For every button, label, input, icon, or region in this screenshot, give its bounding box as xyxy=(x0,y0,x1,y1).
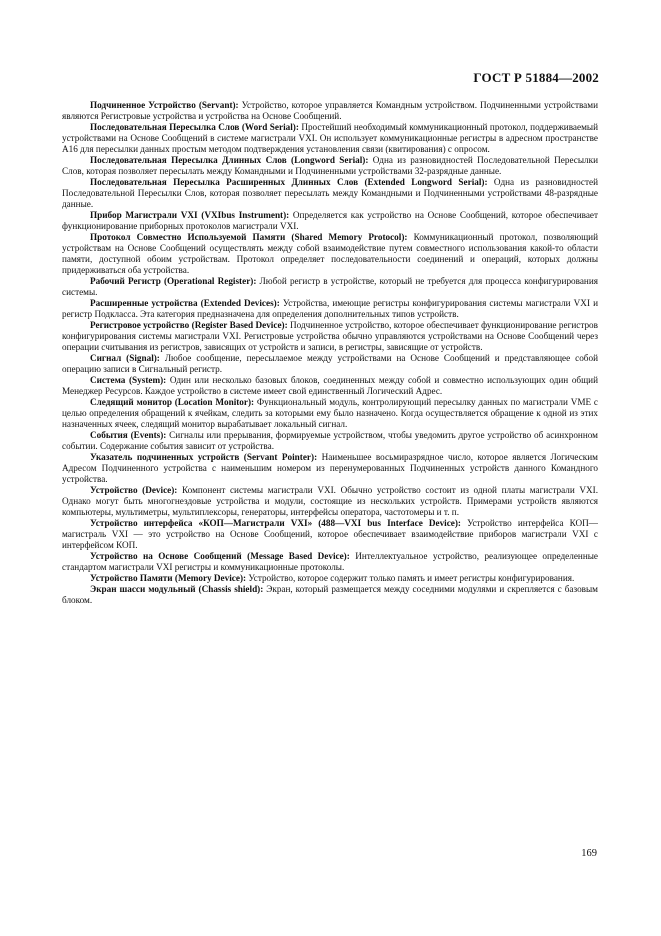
entry-term: Протокол Совместно Используемой Памяти (Shared Memory Protocol): xyxy=(90,232,408,242)
entry-term: Экран шасси модульный (Chassis shield): xyxy=(90,584,264,594)
entry-definition: Один или несколько базовых блоков, соединенных между собой и совместно использующих один общий Менеджер Ресурсов. Каждое устройство в системе имеет свой единственный Логический Адрес. xyxy=(62,375,598,396)
glossary-entry xyxy=(62,100,598,122)
entry-definition: Любое сообщение, пересылаемое между устройствами на Основе Сообщений и представляющее собой операцию записи в Сигнальный регистр. xyxy=(62,353,598,374)
entry-term: Указатель подчиненных устройств (Servant Pointer): xyxy=(90,452,318,462)
glossary-entry xyxy=(62,452,598,485)
entry-term: Устройство на Основе Сообщений (Message Based Device): xyxy=(90,551,350,561)
entry-definition: Экран, который размещается между соседними модулями и скрепляется с базовым блоком. xyxy=(62,584,598,605)
entry-definition: Наименьшее восьмиразрядное число, которое является Логическим Адресом Подчиненного устройства с наименьшим номером из перенумерованных Подчиненных устройств данного Командного устройства. xyxy=(62,452,598,484)
glossary-entry xyxy=(62,320,598,353)
glossary-entry xyxy=(62,584,598,606)
page-number: 169 xyxy=(581,848,597,859)
entry-definition: Определяется как устройство на Основе Сообщений, которое обеспечивает функционирование приборных протоколов магистрали VXI. xyxy=(62,210,598,231)
entry-term: Регистровое устройство (Register Based Device): xyxy=(90,320,288,330)
entry-definition: Сигналы или прерывания, формируемые устройством, чтобы уведомить другое устройство об асинхронном событии. Содержание события зависит от устройства. xyxy=(62,430,598,451)
entry-definition: Одна из разновидностей Последовательной Пересылки Слов, которая позволяет пересылать между Командными и Подчиненными устройствами 32-разрядные данные. xyxy=(62,155,599,176)
entry-definition: Подчиненное устройство, которое обеспечивает функционирование регистров конфигурирования системы магистрали VXI. Регистровые устройства обычно управляются устройствами на Основе Сообщений через операции считывания из регистров, зависящих от устройств и записи, в регистры, зависящие от устройств. xyxy=(62,320,598,352)
entry-term: Устройство Памяти (Memory Device): xyxy=(90,573,247,583)
entry-term: События (Events): xyxy=(90,430,167,440)
entry-term: Устройство (Device): xyxy=(90,485,178,495)
glossary-entry xyxy=(62,353,598,375)
entry-definition: Устройства, имеющие регистры конфигурирования системы магистрали VXI и регистр Подкласса. Эта категория предназначена для определения дополнительных типов устройств. xyxy=(62,298,598,319)
glossary-entry xyxy=(62,375,598,397)
glossary-entry xyxy=(62,122,598,155)
entry-term: Сигнал (Signal): xyxy=(90,353,160,363)
entry-definition: Интеллектуальное устройство, реализующее определенные стандартом магистрали VXI регистры и коммуникационные протоколы. xyxy=(62,551,598,572)
entry-term: Последовательная Пересылка Слов (Word Serial): xyxy=(90,122,299,132)
glossary-entry xyxy=(62,573,598,584)
glossary-entry xyxy=(62,177,598,210)
entry-definition: Устройство интерфейса КОП—магистраль VXI — это устройство на Основе Сообщений, которое обеспечивает взаимодействие приборов магистрали VXI с интерфейсом КОП. xyxy=(62,518,598,550)
entry-term: Последовательная Пересылка Расширенных Длинных Слов (Extended Longword Serial): xyxy=(90,177,488,187)
glossary-body xyxy=(62,100,598,606)
document-header: ГОСТ Р 51884—2002 xyxy=(473,70,599,85)
entry-definition: Коммуникационный протокол, позволяющий устройствам на Основе Сообщений осуществлять между собой взаимодействие путем совместного использования какой-то области памяти, доступной обоим устройствам. Протокол определяет последовательности соединений и операций, которых должны придерживаться оба устройства. xyxy=(62,232,598,275)
entry-term: Устройство интерфейса «КОП—Магистрали VXI» (488—VXI bus Interface Device): xyxy=(90,518,461,528)
glossary-entry xyxy=(62,430,598,452)
entry-term: Система (System): xyxy=(90,375,167,385)
entry-term: Следящий монитор (Location Monitor): xyxy=(90,397,255,407)
glossary-entry xyxy=(62,232,598,276)
glossary-entry xyxy=(62,485,598,518)
entry-term: Прибор Магистрали VXI (VXIbus Instrument): xyxy=(90,210,290,220)
glossary-entry xyxy=(62,155,598,177)
glossary-entry xyxy=(62,518,598,551)
entry-term: Последовательная Пересылка Длинных Слов (Longword Serial): xyxy=(90,155,369,165)
entry-definition: Компонент системы магистрали VXI. Обычно устройство состоит из одной платы магистрали VXI. Однако могут быть многогнездовые устройства и модули, состоящие из нескольких устройств. Примерами устройств являются компьютеры, мультиметры, мультиплексоры, генераторы, интерфейсы оператора, частотомеры и т. п. xyxy=(62,485,598,517)
entry-definition: Одна из разновидностей Последовательной Пересылки Слов, которая позволяет пересылать между Командными и Подчиненными устройствами 48-разрядные данные. xyxy=(62,177,599,209)
entry-term: Подчиненное Устройство (Servant): xyxy=(90,100,239,110)
glossary-entry xyxy=(62,298,598,320)
glossary-entry xyxy=(62,210,598,232)
glossary-entry xyxy=(62,397,598,430)
glossary-entry xyxy=(62,276,598,298)
entry-definition: Функциональный модуль, контролирующий пересылку данных по магистрали VME с целью определения обращений к ячейкам, следить за которыми ему было назначено. Когда осуществляется обращение к одной из этих назначенных ячеек, следящий монитор вырабатывает локальный сигнал. xyxy=(62,397,598,429)
entry-definition: Устройство, которое содержит только память и имеет регистры конфигурирования. xyxy=(246,573,575,583)
entry-definition: Любой регистр в устройстве, который не требуется для процесса конфигурирования системы. xyxy=(62,276,598,297)
entry-definition: Простейший необходимый коммуникационный протокол, поддерживаемый устройствами на Основе Сообщений в системе магистрали VXI. Он использует коммуникационные регистры в адресном пространстве А16 для пересылки данных простым методом подтверждения установления связи (квитирования) с опросом. xyxy=(62,122,598,154)
entry-definition: Устройство, которое управляется Командным устройством. Подчиненными устройствами являются Регистровые устройства и устройства на Основе Сообщений. xyxy=(62,100,598,121)
entry-term: Рабочий Регистр (Operational Register): xyxy=(90,276,257,286)
glossary-entry xyxy=(62,551,598,573)
entry-term: Расширенные устройства (Extended Devices): xyxy=(90,298,280,308)
